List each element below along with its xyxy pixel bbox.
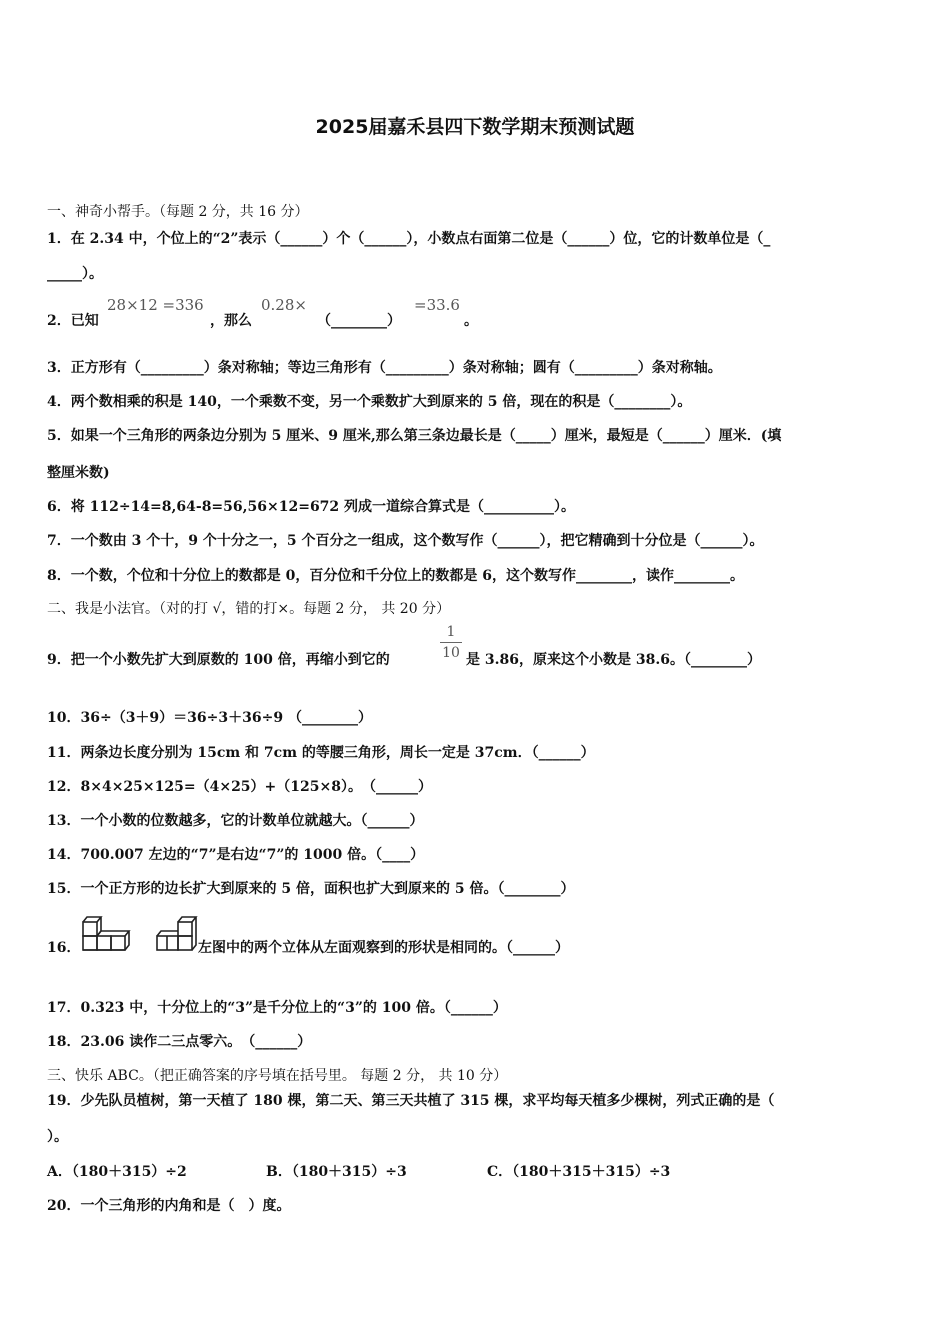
question-2-mid: ，那么: [210, 313, 252, 329]
question-12: 12．8×4×25×125=（4×25）+（125×8）。 （______）: [47, 779, 432, 795]
question-11: 11．两条边长度分别为 15cm 和 7cm 的等腰三角形，周长一定是 37cm．（______）: [47, 745, 595, 761]
question-3: 3．正方形有（_________）条对称轴；等边三角形有（_________）条对称轴；圆有（_________）条对称轴。: [47, 360, 722, 376]
question-13: 13．一个小数的位数越多，它的计数单位就越大。（______）: [47, 813, 424, 829]
question-15: 15．一个正方形的边长扩大到原来的 5 倍，面积也扩大到原来的 5 倍。（________）: [47, 881, 575, 897]
question-16-text: 左图中的两个立体从左面观察到的形状是相同的。（______）: [198, 940, 569, 956]
question-2-formula-2: 0.28×: [261, 296, 307, 314]
question-16-number: 16．: [47, 940, 81, 956]
fraction-numerator: 1: [446, 624, 456, 640]
question-14: 14．700.007 左边的“7”是右边“7”的 1000 倍。（____）: [47, 847, 425, 863]
fraction-bar: [440, 642, 462, 643]
question-2-blank[interactable]: （________）: [317, 313, 401, 329]
option-b[interactable]: B．（180＋315）÷3: [266, 1164, 407, 1180]
question-9-text: 9．把一个小数先扩大到原数的 100 倍，再缩小到它的: [47, 652, 390, 668]
question-2-suffix: 。: [464, 313, 478, 329]
question-2-formula-3: =33.6: [414, 296, 460, 314]
question-8: 8．一个数，个位和十分位上的数都是 0，百分位和千分位上的数都是 6，这个数写作________，读作________。: [47, 568, 744, 584]
question-19-line-1: 19．少先队员植树，第一天植了 180 棵，第二天、第三天共植了 315 棵，求平均每天植多少棵树，列式正确的是（: [47, 1093, 775, 1109]
question-2-formula-1: 28×12 =336: [107, 296, 204, 314]
question-1-line-1: 1．在 2.34 中，个位上的“2”表示（______）个（______），小数点右面第二位是（______）位，它的计数单位是（_: [47, 231, 771, 247]
question-2-prefix: 2．已知: [47, 313, 99, 329]
question-5-line-1: 5．如果一个三角形的两条边分别为 5 厘米、9 厘米,那么第三条边最长是（_____）厘米，最短是（______）厘米．(填: [47, 428, 782, 444]
fraction-one-tenth: [440, 624, 462, 661]
question-20: 20．一个三角形的内角和是（ ）度。: [47, 1198, 291, 1214]
question-4: 4．两个数相乘的积是 140，一个乘数不变，另一个乘数扩大到原来的 5 倍，现在的积是（________）。: [47, 394, 692, 410]
cube-figure-left: [80, 913, 132, 957]
option-a[interactable]: A．（180＋315）÷2: [47, 1164, 187, 1180]
question-17: 17．0.323 中，十分位上的“3”是千分位上的“3”的 100 倍。（______）: [47, 1000, 507, 1016]
page-title: 2025届嘉禾县四下数学期末预测试题: [315, 116, 635, 138]
question-7: 7．一个数由 3 个十，9 个十分之一，5 个百分之一组成，这个数写作（______），把它精确到十分位是（______）。: [47, 533, 764, 549]
cube-figure-right: [155, 913, 200, 957]
section-2-header: 二、我是小法官。（对的打 √，错的打×。每题 2 分， 共 20 分）: [47, 601, 451, 617]
section-3-header: 三、快乐 ABC。（把正确答案的序号填在括号里。 每题 2 分， 共 10 分）: [47, 1068, 508, 1084]
section-1-header: 一、神奇小帮手。（每题 2 分，共 16 分）: [47, 204, 309, 220]
question-18: 18．23.06 读作二三点零六。 （______）: [47, 1034, 312, 1050]
question-9-after: 是 3.86，原来这个小数是 38.6。（________）: [466, 652, 761, 668]
question-10: 10．36÷（3＋9）＝36÷3＋36÷9 （________）: [47, 710, 372, 726]
fraction-denominator: 10: [442, 645, 460, 661]
question-1-line-2: _____）。: [47, 266, 103, 282]
option-c[interactable]: C．（180＋315＋315）÷3: [487, 1164, 671, 1180]
question-19-line-2: ）。: [47, 1129, 68, 1145]
question-5-line-2: 整厘米数): [47, 465, 110, 481]
question-6: 6．将 112÷14=8,64-8=56,56×12=672 列成一道综合算式是（__________）。: [47, 499, 576, 515]
